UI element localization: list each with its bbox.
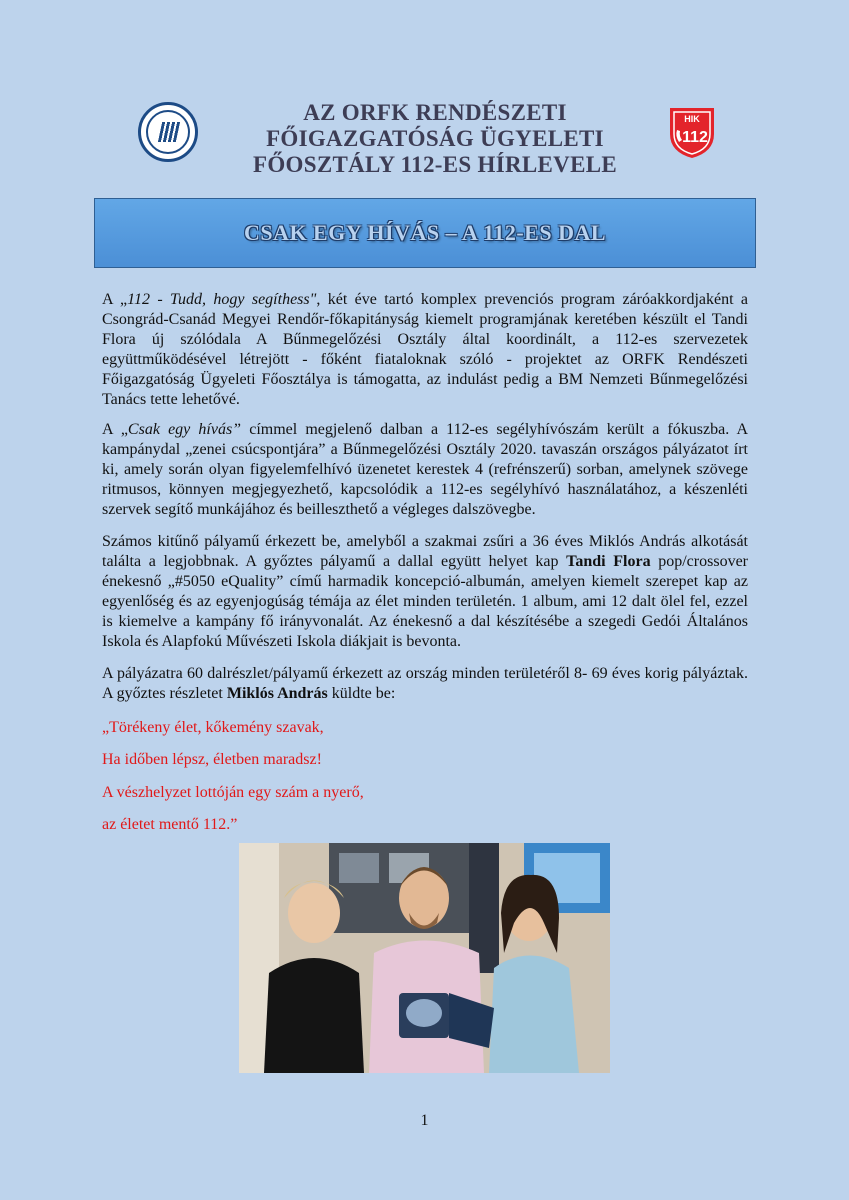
quote-line-3: A vészhelyzet lottóján egy szám a nyerő, xyxy=(102,784,364,801)
emblem-112-label: 112 xyxy=(682,129,708,146)
award-ceremony-photo-icon xyxy=(239,843,610,1073)
page-number: 1 xyxy=(420,1112,429,1129)
p2-pre: A „ xyxy=(102,421,128,438)
paragraph-2 xyxy=(102,420,748,520)
p2-italic: Csak egy hívás” xyxy=(127,421,242,438)
hik-label: HIK xyxy=(684,114,700,124)
article-body xyxy=(102,290,748,716)
p4-part2: küldte be: xyxy=(327,685,396,702)
quote-line-4: az életet mentő 112.” xyxy=(102,816,238,833)
headline-text: CSAK EGY HÍVÁS – A 112-ES DAL xyxy=(243,220,607,245)
quote-line-2: Ha időben lépsz, életben maradsz! xyxy=(102,751,322,768)
title-line-3: FŐOSZTÁLY 112-ES HÍRLEVELE xyxy=(253,152,617,177)
paragraph-3 xyxy=(102,532,748,652)
police-ict-seal-icon xyxy=(138,102,198,162)
paragraph-4 xyxy=(102,664,748,704)
paragraph-1 xyxy=(102,290,748,410)
p4-part1: A pályázatra 60 dalrészlet/pályamű érkezett az ország minden területéről 8- 69 éves korig pályáztak. A győztes részletet xyxy=(102,665,748,702)
p2-rest: címmel megjelenő dalban a 112-es segélyhívószám került a fókuszba. A kampánydal „zenei csúcspontjára” a Bűnmegelőzési Osztály 2020. tavaszán országos pályázatot írt ki, amely során olyan figyelemfelhívó üzenetet kerestek 4 (refrénszerű) sorban, amelynek szövege ritmusos, könnyen megjegyezhető, kapcsolódik a 112-es segélyhívó használatához, a készenléti szervek segítő munkájához és beilleszthető a végleges dalszövegbe. xyxy=(102,421,749,518)
p1-pre: A „ xyxy=(102,291,128,308)
p4-bold: Miklós András xyxy=(226,685,328,702)
newsletter-title xyxy=(230,100,640,178)
title-line-1: AZ ORFK RENDÉSZETI xyxy=(303,100,567,125)
p1-rest: , két éve tartó komplex prevenciós program záróakkordjaként a Csongrád-Csanád Megyei Rendőr-főkapitányság kiemelt programjának keretében készült el Tandi Flora új szólódala A Bűnmegelőzési Osztály által koordinált, a 112-es szervezetek együttműködésével létrejött - főként fiataloknak szóló - projektet az ORFK Rendészeti Főigazgatóság Ügyeleti Főosztálya is támogatta, az indulást pedig a BM Nemzeti Bűnmegelőzési Tanács tette lehetővé. xyxy=(102,291,748,408)
title-line-2: FŐIGAZGATÓSÁG ÜGYELETI xyxy=(266,126,604,151)
quote-line-1: „Törékeny élet, kőkemény szavak, xyxy=(102,719,324,736)
p3-part2: pop/crossover énekesnő „#5050 eQuality” című harmadik koncepció-albumán, amelyen kiemelt szerepet kap az egyenlőség és az egyenjogúság témája az élet minden területén. 1 album, ami 12 dalt ölel fel, ezzel is kiemelve a kampány fő irányvonalát. Az énekesnő a dal készítésébe a szegedi Gedói Általános Iskola és Alapfokú Művészeti Iskola diákjait is bevonta. xyxy=(102,553,748,650)
p3-bold: Tandi Flora xyxy=(566,553,651,570)
headline-banner xyxy=(94,198,756,268)
p3-part1: Számos kitűnő pályamű érkezett be, amelyből a szakmai zsűri a 36 éves Miklós András alkotását találta a legjobbnak. A győztes pályamű a dallal együtt helyet kap xyxy=(102,533,748,570)
p1-italic: 112 - Tudd, hogy segíthess" xyxy=(127,291,317,308)
hik-112-emblem-icon xyxy=(664,104,720,160)
